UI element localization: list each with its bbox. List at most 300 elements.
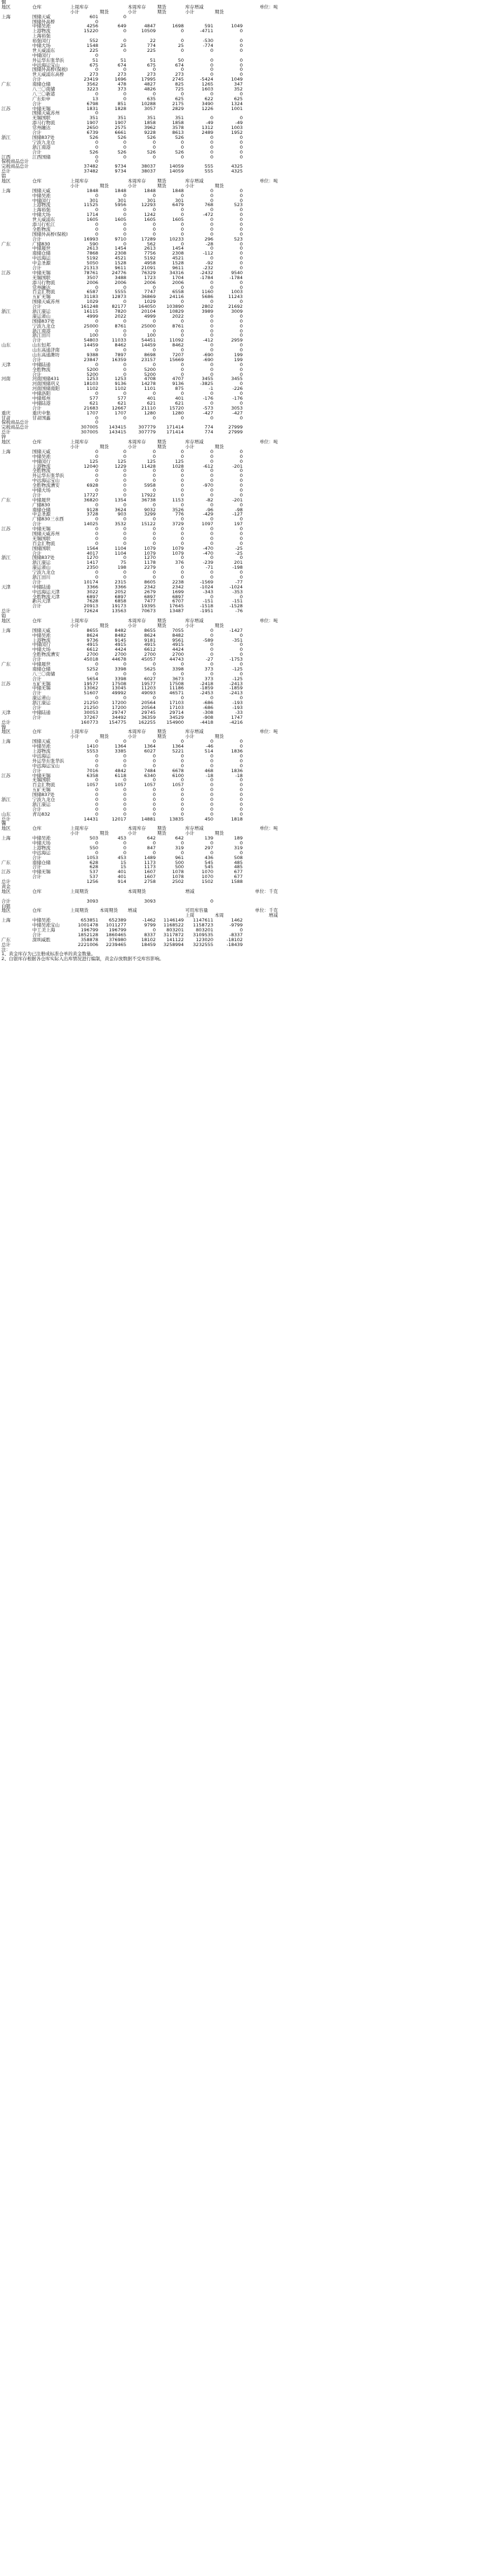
- table-row: [0, 63, 496, 68]
- cell: 1160: [201, 289, 213, 295]
- cell: 河南国储南阳: [32, 386, 60, 392]
- cell: 0: [239, 347, 243, 353]
- cell: 12667: [112, 405, 126, 411]
- cell: 2959: [231, 337, 243, 344]
- cell: 国储天威苏州: [32, 110, 60, 116]
- cell: 合计: [32, 705, 41, 711]
- cell: 仓库: [32, 439, 41, 445]
- cell: 中储晟世: [32, 661, 51, 668]
- cell: 期货: [215, 8, 224, 15]
- cell: 0: [239, 284, 243, 290]
- cell: 0: [210, 647, 213, 653]
- cell: 16359: [112, 356, 126, 363]
- cell: 15669: [169, 356, 184, 363]
- table-row: [0, 846, 496, 851]
- cell: 江西: [1, 154, 11, 160]
- cell: 562: [147, 241, 156, 247]
- cell: 0: [152, 501, 156, 508]
- cell: 1952: [231, 130, 243, 136]
- cell: 库存增减: [185, 4, 203, 10]
- cell: 13045: [112, 685, 126, 692]
- cell: 8462: [172, 342, 184, 349]
- cell: 4256: [86, 23, 98, 29]
- cell: 0: [239, 139, 243, 145]
- cell: 仓库: [32, 4, 41, 10]
- cell: 1280: [144, 410, 156, 416]
- cell: 全胜物流漕安: [32, 652, 60, 658]
- cell: 4958: [144, 260, 156, 267]
- cell: 总计: [1, 816, 11, 822]
- cell: 0: [95, 574, 98, 580]
- cell: 0: [210, 516, 213, 522]
- cell: 期货: [157, 622, 166, 628]
- cell: 2700: [86, 652, 98, 658]
- cell: 601: [89, 13, 98, 20]
- table-row: [0, 759, 496, 764]
- cell: 本周期货: [128, 888, 146, 894]
- cell: 期货: [157, 443, 166, 450]
- cell: 4424: [114, 647, 126, 653]
- cell: 453: [117, 835, 126, 842]
- cell: -2432: [200, 269, 213, 276]
- cell: 期货: [215, 182, 224, 189]
- cell: -1569: [200, 579, 213, 585]
- cell: 0: [210, 478, 213, 484]
- cell: 0: [95, 796, 98, 802]
- cell: 0: [210, 245, 213, 252]
- cell: 1049: [231, 76, 243, 83]
- cell: 0: [210, 192, 213, 198]
- cell: -8337: [229, 931, 243, 938]
- cell: 0: [239, 801, 243, 807]
- cell: 903: [117, 511, 126, 518]
- cell: 0: [123, 473, 126, 479]
- cell: 0: [210, 540, 213, 546]
- cell: 0: [210, 57, 213, 63]
- cell: 0: [95, 670, 98, 677]
- cell: 0: [239, 483, 243, 489]
- cell: 1280: [172, 410, 184, 416]
- table-row: [0, 609, 496, 614]
- cell: 0: [210, 279, 213, 285]
- cell: 小计: [128, 622, 137, 628]
- cell: 4827: [144, 81, 156, 88]
- cell: 0: [123, 739, 126, 745]
- cell: 1057: [86, 782, 98, 788]
- cell: 5221: [172, 748, 184, 755]
- cell: 9540: [231, 269, 243, 276]
- cell: 3109535: [193, 931, 213, 938]
- cell: 141122: [166, 936, 184, 943]
- cell: -4711: [200, 28, 213, 34]
- table-row: [0, 483, 496, 488]
- cell: 中储吴淞: [32, 743, 51, 750]
- cell: 51: [120, 57, 126, 63]
- cell: 5686: [201, 294, 213, 300]
- cell: 0: [180, 839, 184, 846]
- cell: 307005: [81, 429, 98, 436]
- cell: 0: [239, 38, 243, 44]
- table-row: [0, 580, 496, 585]
- cell: 0: [239, 192, 243, 198]
- cell: 1079: [144, 550, 156, 556]
- cell: 合计: [32, 304, 41, 310]
- cell: 7747: [144, 289, 156, 295]
- cell: 1836: [231, 748, 243, 755]
- cell: -470: [203, 545, 213, 551]
- cell: 1173: [144, 859, 156, 865]
- cell: -1024: [200, 584, 213, 590]
- cell: 1907: [114, 120, 126, 126]
- cell: 1079: [172, 550, 184, 556]
- cell: 小计: [185, 622, 194, 628]
- cell: 中金圣源: [32, 511, 51, 518]
- cell: 上港物流: [32, 748, 51, 755]
- table-row: [0, 715, 496, 720]
- table-row: [0, 817, 496, 822]
- table-row: [0, 401, 496, 406]
- cell: -77: [235, 579, 243, 585]
- cell: 24116: [169, 294, 184, 300]
- cell: 深圳威胜: [32, 936, 51, 943]
- cell: 广东炬申: [32, 95, 51, 102]
- cell: 0: [180, 796, 184, 802]
- cell: 1848: [114, 187, 126, 194]
- cell: 16993: [83, 236, 98, 242]
- cell: 青岛832: [32, 811, 51, 817]
- cell: 浙江田川: [32, 574, 51, 580]
- cell: 2613: [86, 245, 98, 252]
- cell: 273: [117, 72, 126, 78]
- cell: 500: [175, 859, 184, 865]
- cell: 中储吴淞宝山: [32, 922, 60, 929]
- cell: -1024: [229, 584, 243, 590]
- cell: 0: [210, 526, 213, 532]
- cell: 15122: [141, 521, 156, 527]
- cell: 合计: [32, 656, 41, 663]
- cell: 514: [204, 748, 213, 755]
- metal-label: 镍: [1, 724, 6, 730]
- cell: 裕强闵行: [32, 38, 51, 44]
- cell: 10509: [141, 28, 156, 34]
- cell: 503: [89, 835, 98, 842]
- cell: 浙江康运: [32, 801, 51, 807]
- table-row: [0, 667, 496, 672]
- cell: 0: [152, 757, 156, 764]
- table-row: [0, 159, 496, 164]
- cell: 0: [210, 898, 213, 904]
- cell: 0: [123, 569, 126, 576]
- cell: 全胜物流: [32, 468, 51, 474]
- table-row: [0, 532, 496, 537]
- cell: 小计: [128, 8, 137, 15]
- table-row: [0, 425, 496, 430]
- cell: 49992: [112, 690, 126, 696]
- cell: 0: [239, 652, 243, 658]
- cell: 1003: [231, 289, 243, 295]
- cell: 0: [210, 62, 213, 68]
- table-row: [0, 788, 496, 793]
- cell: 广储830: [32, 241, 51, 247]
- cell: 0: [152, 448, 156, 454]
- cell: 2700: [172, 652, 184, 658]
- cell: -82: [206, 497, 213, 503]
- cell: 21091: [141, 264, 156, 271]
- cell: 0: [210, 473, 213, 479]
- cell: 1070: [201, 874, 213, 880]
- table-row: [0, 861, 496, 865]
- cell: 5200: [86, 371, 98, 377]
- table-row: [0, 754, 496, 759]
- cell: 0: [180, 391, 184, 397]
- cell: 0: [239, 526, 243, 532]
- table-row: [0, 701, 496, 706]
- cell: 0: [210, 458, 213, 464]
- cell: 6612: [86, 647, 98, 653]
- cell: 0: [180, 555, 184, 561]
- cell: 18102: [141, 936, 156, 943]
- cell: 21683: [83, 405, 98, 411]
- table-row: [0, 633, 496, 638]
- cell: 0: [152, 207, 156, 213]
- cell: 17922: [141, 492, 156, 498]
- cell: 0: [152, 526, 156, 532]
- cell: 库存增减: [185, 177, 203, 184]
- cell: 14881: [141, 816, 156, 822]
- cell: 0: [239, 478, 243, 484]
- cell: 1528: [114, 260, 126, 267]
- cell: -612: [203, 463, 213, 469]
- cell: 30053: [83, 709, 98, 715]
- cell: 3366: [86, 584, 98, 590]
- cell: 10829: [169, 309, 184, 314]
- cell: 3385: [114, 748, 126, 755]
- cell: 小计: [128, 443, 137, 450]
- cell: 674: [117, 62, 126, 68]
- cell: 0: [210, 115, 213, 121]
- cell: 21110: [141, 405, 156, 411]
- cell: 3299: [144, 511, 156, 518]
- table-row: [0, 769, 496, 774]
- cell: 0: [210, 468, 213, 474]
- cell: 301: [89, 197, 98, 203]
- cell: 1848: [144, 187, 156, 194]
- cell: 468: [204, 767, 213, 774]
- table-row: [0, 488, 496, 493]
- cell: 小计: [128, 734, 137, 740]
- cell: 国储外高桥: [32, 18, 55, 25]
- cell: 0: [123, 207, 126, 213]
- cell: 期货: [157, 177, 166, 184]
- table-row: [0, 121, 496, 126]
- cell: 2802: [201, 304, 213, 310]
- cell: 0: [180, 787, 184, 793]
- table-row: [0, 145, 496, 150]
- cell: 0: [239, 47, 243, 53]
- cell: -25: [235, 545, 243, 551]
- cell: 南储仓储: [32, 506, 51, 513]
- cell: 1548: [86, 43, 98, 49]
- cell: 0: [152, 154, 156, 160]
- cell: 37267: [83, 714, 98, 720]
- cell: 0: [95, 569, 98, 576]
- metal-label: 铅: [1, 613, 6, 619]
- cell: 577: [117, 396, 126, 402]
- cell: 0: [152, 284, 156, 290]
- cell: 1057: [144, 782, 156, 788]
- cell: 0: [239, 540, 243, 546]
- cell: 10233: [169, 236, 184, 242]
- cell: 0: [123, 318, 126, 324]
- cell: 914: [117, 879, 126, 885]
- cell: 0: [180, 28, 184, 34]
- table-row: [0, 628, 496, 633]
- note-text: 注：: [1, 946, 11, 952]
- cell: 0: [180, 487, 184, 493]
- cell: 1104: [114, 545, 126, 551]
- cell: 河南国储431: [32, 376, 60, 382]
- cell: 1831: [86, 105, 98, 112]
- cell: 0: [152, 221, 156, 227]
- table-row: [0, 353, 496, 358]
- cell: 0: [239, 414, 243, 421]
- cell: 1253: [86, 376, 98, 382]
- cell: 中储陆港: [32, 400, 51, 406]
- cell: 合计: [32, 337, 41, 344]
- cell: 0: [152, 478, 156, 484]
- cell: 14459: [141, 342, 156, 349]
- cell: 774: [147, 43, 156, 49]
- cell: 25000: [141, 323, 156, 329]
- cell: 总计: [1, 879, 11, 885]
- cell: 世天威浦东高桥: [32, 72, 65, 78]
- cell: 0: [95, 419, 98, 426]
- cell: 18459: [141, 941, 156, 948]
- cell: 0: [210, 371, 213, 377]
- cell: 0: [239, 197, 243, 203]
- cell: 中远海运: [32, 753, 51, 759]
- cell: 0: [152, 796, 156, 802]
- cell: 上周库存: [70, 4, 88, 10]
- cell: 1070: [201, 869, 213, 875]
- cell: 0: [210, 448, 213, 454]
- table-row: [0, 546, 496, 551]
- cell: 上周库存: [70, 825, 88, 832]
- cell: -25: [235, 550, 243, 556]
- cell: 重庆: [1, 410, 11, 416]
- cell: 9734: [114, 163, 126, 170]
- cell: 0: [210, 414, 213, 421]
- cell: 0: [239, 90, 243, 97]
- cell: 0: [95, 473, 98, 479]
- cell: 0: [210, 47, 213, 53]
- cell: 143415: [109, 424, 126, 431]
- cell: 国储天威: [32, 627, 51, 633]
- cell: 0: [152, 361, 156, 367]
- cell: 国储外高桥(保税): [32, 231, 68, 237]
- cell: 1312: [201, 125, 213, 131]
- cell: 1078: [172, 869, 184, 875]
- cell: 合计: [32, 579, 41, 585]
- table-row: [0, 778, 496, 783]
- cell: 9181: [144, 637, 156, 643]
- cell: 0: [180, 38, 184, 44]
- cell: 宁波九龙仓: [32, 323, 55, 329]
- cell: 0: [95, 159, 98, 165]
- cell: 0: [123, 468, 126, 474]
- cell: 总计: [1, 608, 11, 614]
- cell: 0: [239, 448, 243, 454]
- cell: 4999: [86, 313, 98, 319]
- cell: 34529: [169, 714, 184, 720]
- cell: 0: [210, 139, 213, 145]
- cell: 161248: [81, 304, 98, 310]
- cell: 总计: [1, 941, 11, 948]
- cell: 2221006: [78, 941, 98, 948]
- cell: -908: [203, 714, 213, 720]
- cell: 本周库存: [128, 618, 146, 623]
- cell: 1417: [86, 560, 98, 566]
- cell: -33: [235, 709, 243, 715]
- cell: 11092: [169, 337, 184, 344]
- cell: 307779: [138, 429, 156, 436]
- cell: 478: [117, 81, 126, 88]
- cell: 宁波九龙仓: [32, 796, 55, 802]
- table-row: [0, 281, 496, 285]
- cell: 0: [123, 753, 126, 759]
- cell: 9136: [114, 381, 126, 387]
- cell: 25000: [83, 323, 98, 329]
- cell: 0: [123, 762, 126, 769]
- cell: 0: [239, 57, 243, 63]
- cell: 125: [175, 458, 184, 464]
- cell: 国储天威: [32, 448, 51, 454]
- cell: 373: [204, 666, 213, 672]
- cell: 上港物流: [32, 463, 51, 469]
- cell: 0: [239, 739, 243, 745]
- cell: 单位：吨: [260, 4, 278, 10]
- cell: 36359: [141, 714, 156, 720]
- cell: 0: [180, 483, 184, 489]
- cell: 0: [180, 332, 184, 339]
- cell: 20564: [141, 705, 156, 711]
- cell: 0: [123, 811, 126, 817]
- cell: 广东: [1, 859, 11, 865]
- table-row: [0, 807, 496, 812]
- cell: 196799: [109, 927, 126, 933]
- cell: 宁波九龙仓: [32, 139, 55, 145]
- cell: 0: [180, 530, 184, 537]
- cell: 增减: [128, 908, 137, 914]
- cell: 485: [234, 864, 243, 870]
- cell: 0: [239, 134, 243, 140]
- table-row: [0, 43, 496, 48]
- cell: 0: [95, 154, 98, 160]
- cell: 0: [152, 540, 156, 546]
- cell: 485: [234, 859, 243, 865]
- cell: -1859: [229, 685, 243, 692]
- cell: 上海裕强: [32, 33, 51, 39]
- cell: 3258994: [163, 941, 184, 948]
- table-row: [0, 48, 496, 53]
- cell: 4915: [86, 642, 98, 648]
- cell: 3488: [114, 274, 126, 281]
- cell: 0: [210, 332, 213, 339]
- cell: 南储仓储: [32, 859, 51, 865]
- cell: 中储闵行: [32, 197, 51, 203]
- cell: 0: [95, 661, 98, 668]
- cell: 11525: [83, 202, 98, 208]
